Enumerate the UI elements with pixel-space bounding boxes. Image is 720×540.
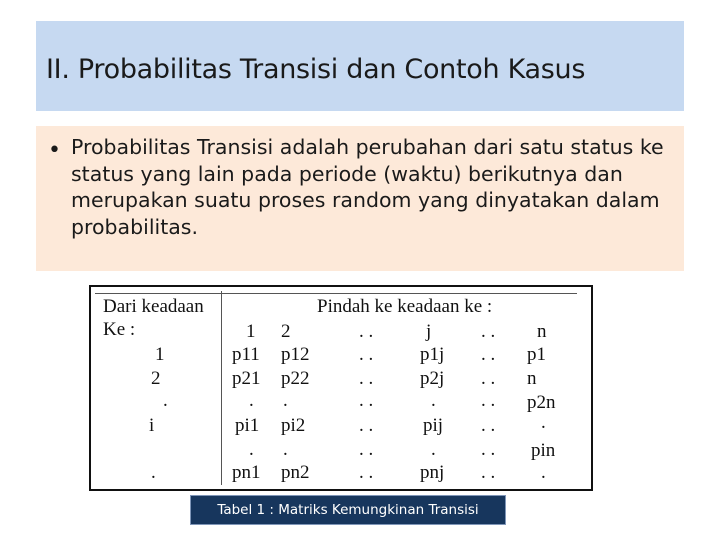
matrix-cell: . . [359,415,374,436]
table-divider [221,291,222,485]
column-header: . . [481,321,496,342]
matrix-cell: . . [359,368,374,389]
matrix-cell: p1j [420,344,445,365]
matrix-cell: . [249,439,254,460]
matrix-cell: n [527,368,537,389]
matrix-cell: pij [423,415,444,436]
matrix-cell: p1 [527,344,546,365]
transition-matrix-table [89,285,593,491]
matrix-cell: pnj [420,462,445,483]
column-header: n [537,321,547,342]
matrix-cell: . . [481,390,496,411]
row-label: i [149,415,155,436]
matrix-cell: pin [531,440,556,461]
matrix-cell: . . [359,390,374,411]
to-state-label: Ke : [103,319,136,340]
matrix-cell: . . [481,368,496,389]
row-label: . [151,462,156,483]
matrix-cell: p22 [281,368,310,389]
matrix-cell: p2j [420,368,445,389]
table-top-rule [95,293,577,294]
matrix-cell: . [541,412,546,433]
matrix-cell: pn2 [281,462,310,483]
matrix-cell: p12 [281,344,310,365]
table-caption: Tabel 1 : Matriks Kemungkinan Transisi [190,495,506,525]
bullet-text: Probabilitas Transisi adalah perubahan dari satu status ke status yang lain pada periode (waktu) berikutnya dan merupakan suatu proses random yang dinyatakan dalam probabilitas. [71,135,664,239]
matrix-cell: p21 [232,368,261,389]
matrix-cell: . . [481,415,496,436]
matrix-header: Pindah ke keadaan ke : [317,296,493,317]
matrix-cell: . [249,390,254,411]
matrix-cell: . . [359,439,374,460]
row-label: 2 [151,368,161,389]
matrix-cell: . [431,439,436,460]
from-state-label: Dari keadaan [103,296,204,317]
row-label: 1 [155,344,165,365]
matrix-cell: . . [359,462,374,483]
slide-title: II. Probabilitas Transisi dan Contoh Kasus [46,54,586,85]
matrix-cell: . . [481,344,496,365]
matrix-cell: . . [359,344,374,365]
bullet-icon: • [48,138,61,163]
row-label: . [163,390,168,411]
matrix-cell: p11 [232,344,260,365]
matrix-cell: . [431,390,436,411]
matrix-cell: . [283,439,288,460]
matrix-cell: . [541,462,546,483]
matrix-cell: p2n [527,392,556,413]
matrix-cell: pi1 [235,415,260,436]
matrix-cell: pi2 [281,415,306,436]
column-header: . . [359,321,374,342]
matrix-cell: . . [481,462,496,483]
matrix-cell: pn1 [232,462,261,483]
column-header: 2 [281,321,291,342]
matrix-cell: . [283,390,288,411]
column-header: j [426,321,432,342]
title-bar [36,21,684,111]
column-header: 1 [246,321,256,342]
matrix-cell: . . [481,439,496,460]
bullet-box [36,126,684,271]
